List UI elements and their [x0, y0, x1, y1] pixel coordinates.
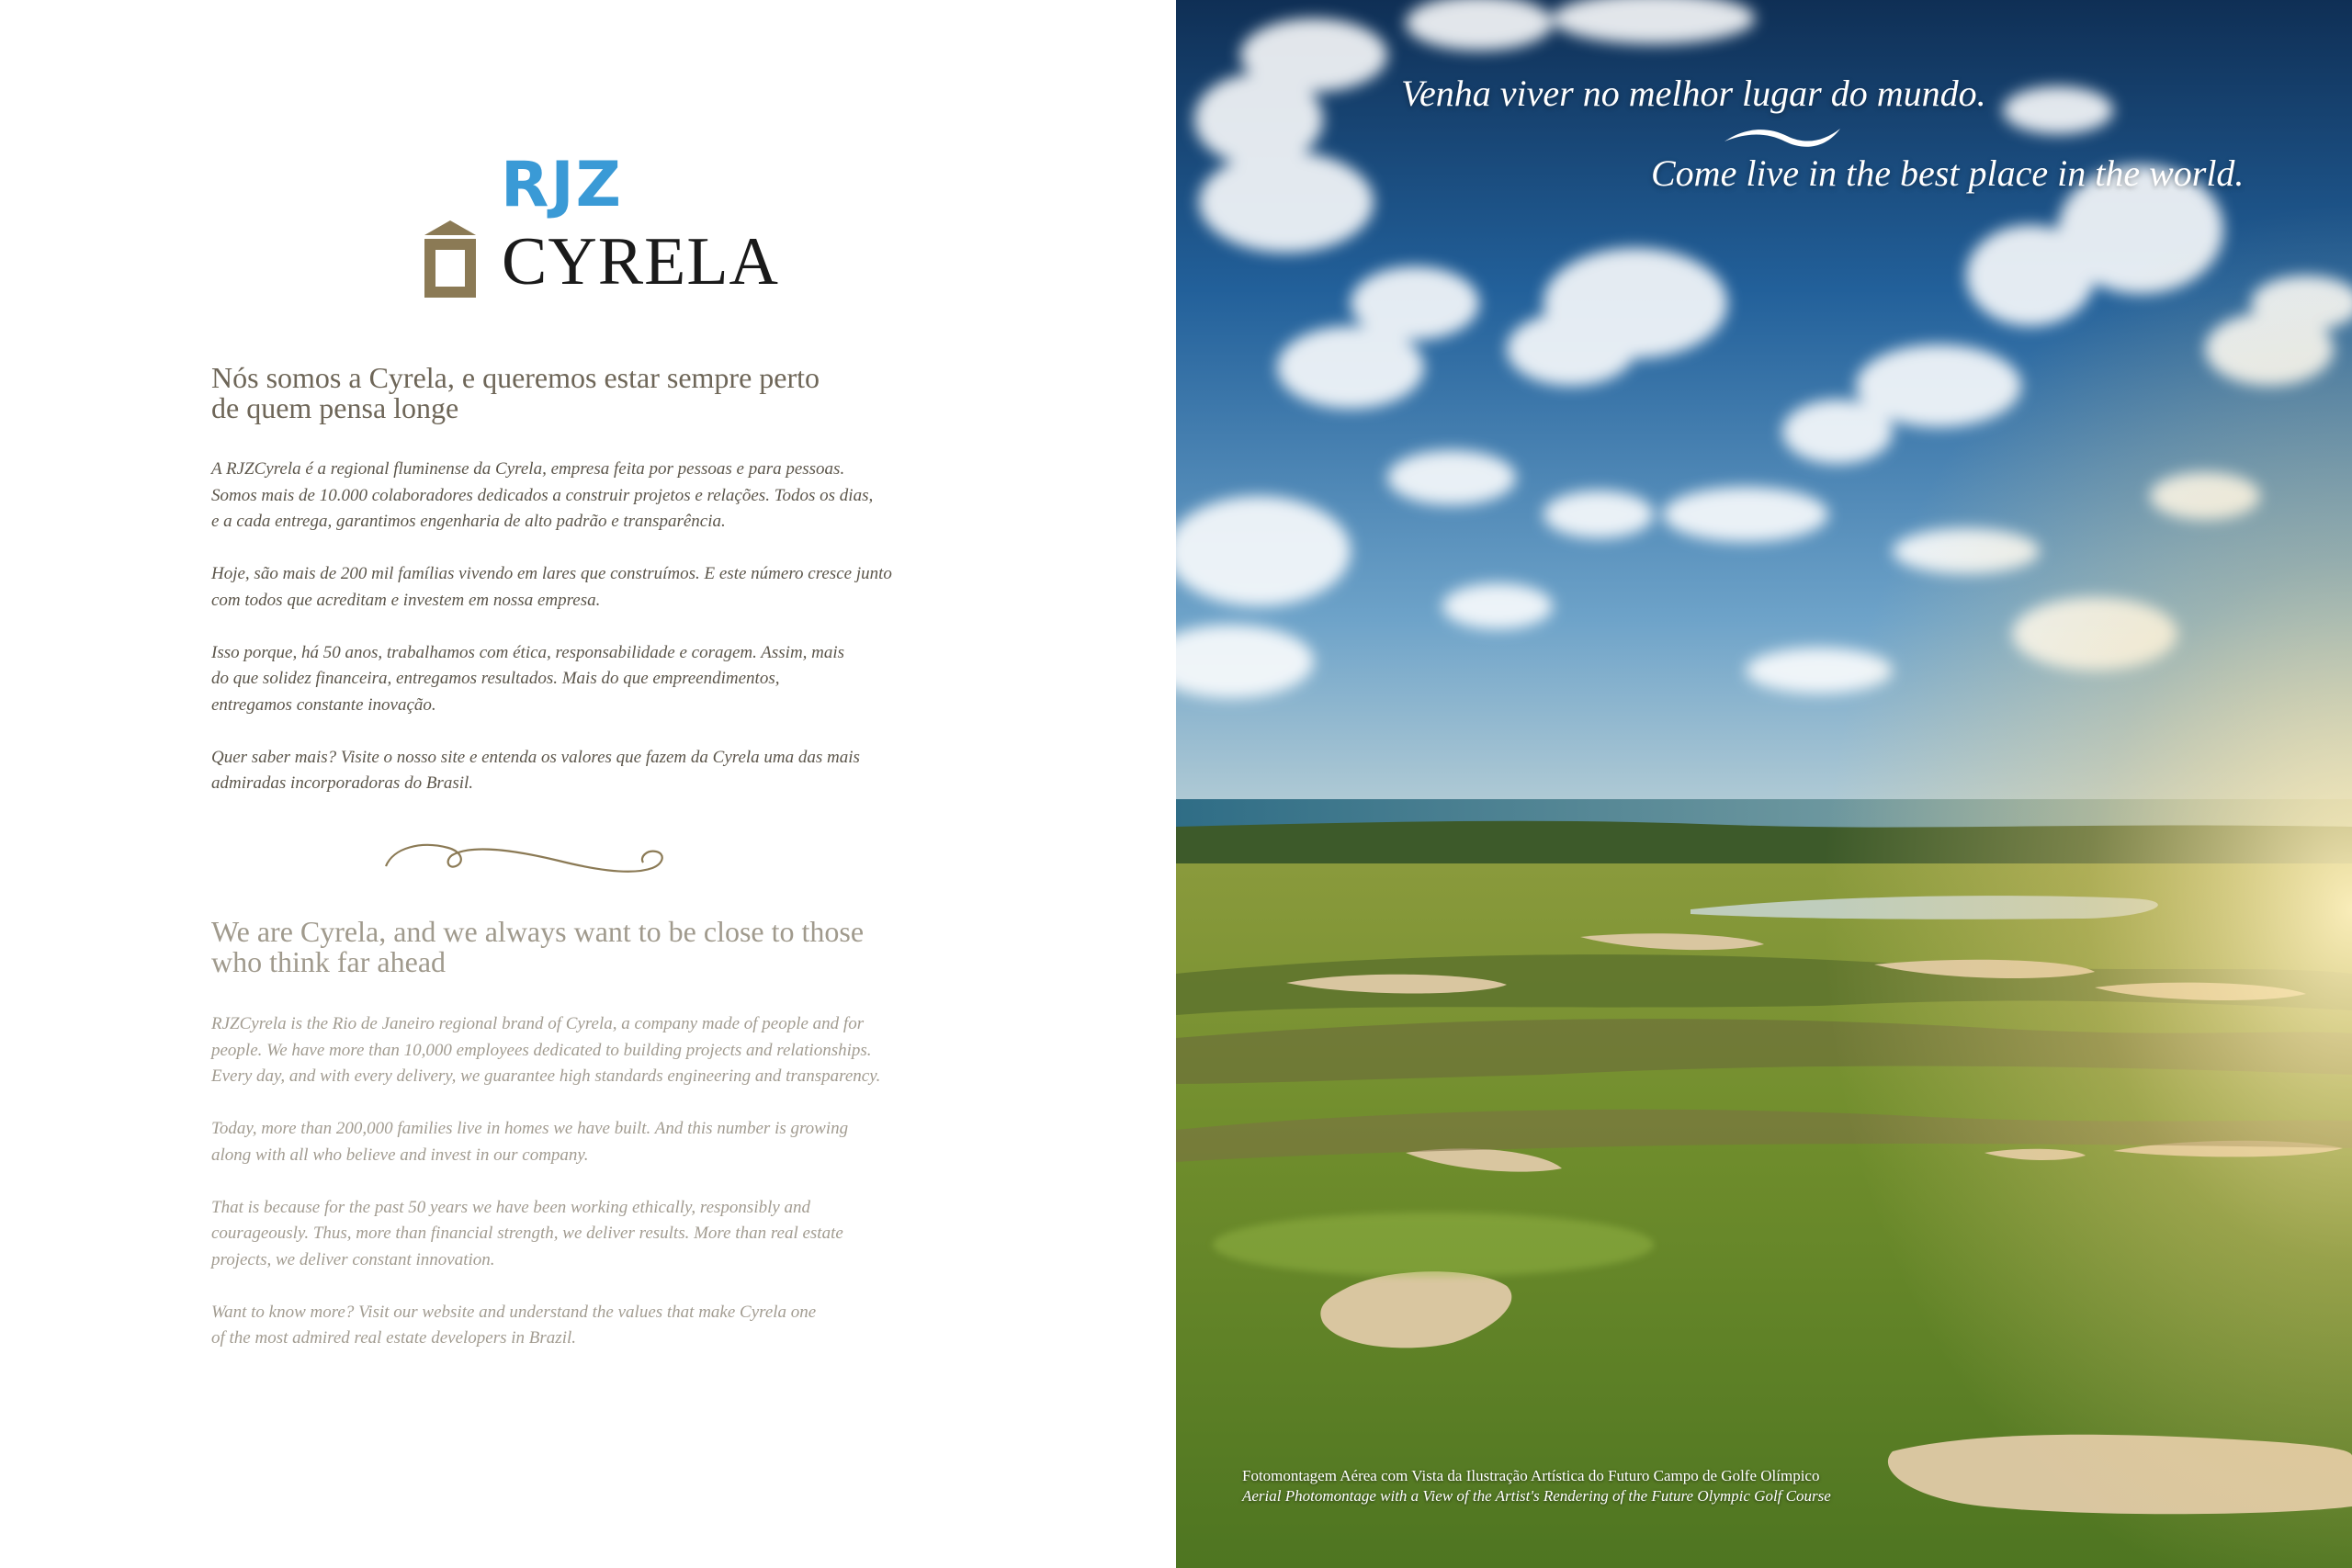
photo-caption: [1242, 1466, 1831, 1506]
logo-cyrela-text: CYRELA: [502, 224, 779, 299]
english-paragraph: That is because for the past 50 years we have been working ethically, responsibly and courageously. Thus, more than financial strength, we deliver results. More than real estate projects, we deliver constant innovation.: [211, 1197, 843, 1269]
flourish-divider: [384, 831, 669, 877]
english-heading-line1: We are Cyrela, and we always want to be close to those: [211, 915, 865, 948]
portuguese-paragraph: Hoje, são mais de 200 mil famílias vivendo em lares que construímos. E este número cresce junto com todos que acreditam e investem em nossa empresa.: [211, 564, 892, 610]
logo-rjz-text: RJZ: [501, 149, 623, 221]
portuguese-heading: [211, 363, 910, 423]
house-icon: [421, 219, 480, 299]
english-paragraph: Want to know more? Visit our website and understand the values that make Cyrela one of the most admired real estate developers in Brazil.: [211, 1302, 817, 1348]
golf-course-photo: [1176, 0, 2352, 1568]
tagline-english: Come live in the best place in the world.: [1651, 152, 2245, 194]
portuguese-paragraph: Isso porque, há 50 anos, trabalhamos com ética, responsabilidade e coragem. Assim, mais do que solidez financeira, entregamos resultados. Mais do que empreendimentos, entregamos constante inovação.: [211, 642, 845, 715]
swoosh-ornament: [1723, 121, 1842, 152]
portuguese-paragraph: Quer saber mais? Visite o nosso site e entenda os valores que fazem da Cyrela uma das mais admiradas incorporadoras do Brasil.: [211, 747, 860, 793]
caption-portuguese: Fotomontagem Aérea com Vista da Ilustração Artística do Futuro Campo de Golfe Olímpico: [1242, 1467, 1820, 1484]
rjz-cyrela-logo: [421, 149, 779, 301]
english-paragraph: RJZCyrela is the Rio de Janeiro regional brand of Cyrela, a company made of people and for people. We have more than 10,000 employees dedicated to building projects and relationships. Every day, and with every delivery, we guarantee high standards engineering and transparency.: [211, 1014, 881, 1086]
right-page: [1176, 0, 2352, 1568]
portuguese-heading-line2: de quem pensa longe: [211, 391, 459, 424]
english-paragraph: Today, more than 200,000 families live in homes we have built. And this number is growing along with all who believe and invest in our company.: [211, 1119, 849, 1165]
english-heading: [211, 917, 946, 977]
caption-english: Aerial Photomontage with a View of the Artist's Rendering of the Future Olympic Golf Course: [1242, 1487, 1831, 1505]
tagline-portuguese: Venha viver no melhor lugar do mundo.: [1401, 73, 1986, 114]
portuguese-paragraph: A RJZCyrela é a regional fluminense da Cyrela, empresa feita por pessoas e para pessoas. Somos mais de 10.000 colaboradores dedicados a construir projetos e relações. Todos os dias, e a cada entrega, garantimos engenharia de alto padrão e transparência.: [211, 459, 874, 531]
portuguese-heading-line1: Nós somos a Cyrela, e queremos estar sempre perto: [211, 361, 820, 394]
english-heading-line2: who think far ahead: [211, 945, 447, 978]
portuguese-body: [211, 457, 937, 823]
english-body: [211, 1011, 946, 1378]
